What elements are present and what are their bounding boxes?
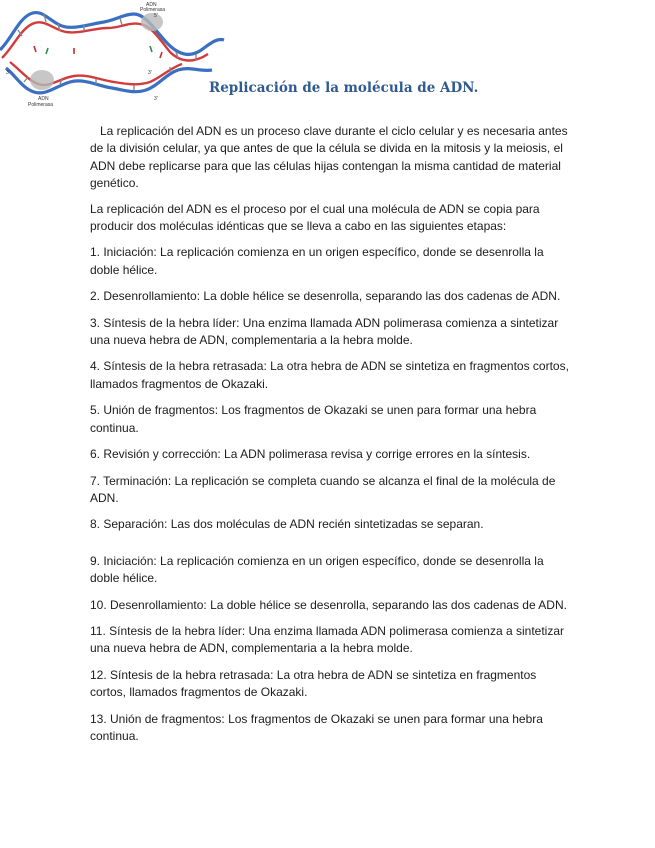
polymerase-label-top: ADN <box>146 2 157 8</box>
dna-strand-upper-blue <box>0 13 224 55</box>
prime-label-left: 3' <box>6 70 10 76</box>
prime-label-top-right: 5' <box>154 13 158 19</box>
prime-label-bottom-right: 3' <box>154 96 158 102</box>
document-body <box>90 123 570 745</box>
intro-paragraph-2: La replicación del ADN es el proceso por el cual una molécula de ADN se copia para producir dos moléculas idénticas que se lleva a cabo en las siguientes etapas: <box>90 201 540 234</box>
step-item-10: 10. Desenrollamiento: La doble hélice se desenrolla, separando las dos cadenas de ADN. <box>90 597 567 612</box>
document-title: Replicación de la molécula de ADN. <box>209 80 479 96</box>
step-item-8: 8. Separación: Las dos moléculas de ADN recién sintetizadas se separan. <box>90 517 484 532</box>
step-item-1: 1. Iniciación: La replicación comienza en un origen específico, donde se desenrolla la doble hélice. <box>90 245 544 277</box>
step-item-13: 13. Unión de fragmentos: Los fragmentos de Okazaki se unen para formar una hebra continua. <box>90 711 543 743</box>
polymerase-label-top-2: Polimerasa <box>140 7 166 13</box>
step-item-12: 12. Síntesis de la hebra retrasada: La otra hebra de ADN se sintetiza en fragmentos cortos, llamados fragmentos de Okazaki. <box>90 667 537 700</box>
step-item-5: 5. Unión de fragmentos: Los fragmentos de Okazaki se unen para formar una hebra continua. <box>90 403 537 435</box>
step-item-6: 6. Revisión y corrección: La ADN polimerasa revisa y corrige errores en la síntesis. <box>90 447 531 462</box>
step-item-7: 7. Terminación: La replicación se completa cuando se alcanza el final de la molécula de ADN. <box>90 473 556 505</box>
polymerase-bottom-shape <box>30 70 54 90</box>
step-item-9: 9. Iniciación: La replicación comienza en un origen específico, donde se desenrolla la doble hélice. <box>90 553 544 586</box>
polymerase-label-bottom-2: Polimerasa <box>28 102 54 108</box>
intro-paragraph-1: La replicación del ADN es un proceso clave durante el ciclo celular y es necesaria antes de la división celular, ya que antes de que la célula se divida en la mitosis y la meiosis, el ADN debe replicarse para que las células hijas contengan la misma cantidad de material genético. <box>90 124 568 191</box>
step-item-11: 11. Síntesis de la hebra líder: Una enzima llamada ADN polimerasa comienza a sintetizar una nueva hebra de ADN, complementaria a la hebra molde. <box>90 623 565 656</box>
dna-replication-illustration <box>0 0 225 112</box>
prime-label-mid-right: 3' <box>148 70 152 76</box>
free-nucleotides <box>34 46 162 58</box>
polymerase-label-bottom: ADN <box>38 96 49 102</box>
step-item-4: 4. Síntesis de la hebra retrasada: La otra hebra de ADN se sintetiza en fragmentos cortos, llamados fragmentos de Okazaki. <box>90 359 569 391</box>
step-item-2: 2. Desenrollamiento: La doble hélice se desenrolla, separando las dos cadenas de ADN. <box>90 289 561 304</box>
step-item-3: 3. Síntesis de la hebra líder: Una enzima llamada ADN polimerasa comienza a sintetizar una nueva hebra de ADN, complementaria a la hebra molde. <box>90 315 559 348</box>
polymerase-top-shape <box>141 13 163 31</box>
